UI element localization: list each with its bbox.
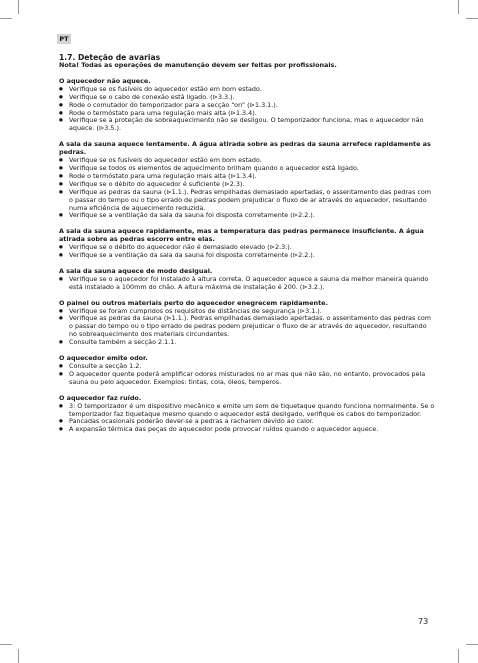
problem-heading: O painel ou outros materiais perto do aquecedor enegrecem rapidamente. bbox=[59, 298, 328, 307]
crop-mark bbox=[458, 0, 459, 14]
problem-heading: O aquecedor faz ruído. bbox=[59, 393, 142, 402]
remedy-item: ● Pancadas ocasionais poderão dever-se a pedras a racharem devido ao calor. bbox=[59, 418, 435, 426]
crop-mark bbox=[0, 18, 12, 19]
crop-mark bbox=[466, 18, 478, 19]
remedy-item: ● Verifique se foram cumpridos os requisitos de distâncias de segurança (⊳3.1.). bbox=[59, 308, 435, 316]
remedy-item: ● Rode o comutador do temporizador para a secção “on” (⊳1.3.1.). bbox=[59, 102, 435, 110]
remedy-list bbox=[59, 363, 435, 387]
problem-heading: A sala da sauna aquece de modo desigual. bbox=[59, 266, 213, 275]
problem-heading: O aquecedor não aquece. bbox=[59, 76, 151, 85]
crop-mark bbox=[466, 644, 478, 645]
page-number: 73 bbox=[418, 617, 429, 626]
problem-heading: O aquecedor emite odor. bbox=[59, 354, 148, 363]
remedy-item: ● Verifique se o cabo de conexão está ligado. (⊳3.3.). bbox=[59, 94, 435, 102]
troubleshooting-sections bbox=[59, 78, 435, 434]
remedy-list bbox=[59, 403, 435, 435]
remedy-item: ● Verifique se a proteção de sobreaquecimento não se desligou. O temporizador funciona, mas o aquecedor não aquece. (⊳3.5.). bbox=[59, 117, 435, 133]
crop-mark bbox=[458, 649, 459, 663]
remedy-item: ● O aquecedor quente poderá amplificar odores misturados no ar mas que não são, no entanto, provocados pela sauna ou pelo aquecedor. Exemplos: tintas, cola, óleos, temperos. bbox=[59, 371, 435, 387]
crop-mark bbox=[18, 0, 19, 14]
troubleshooting-section bbox=[59, 395, 435, 435]
remedy-item: ● 3: O temporizador é um dispositivo mecânico e emite um som de tiquetaque quando funciona normalmente. Se o temporizador faz tiquetaque mesmo quando o aquecedor está desligado, verifique os cabos do temporizador. bbox=[59, 403, 435, 419]
remedy-list bbox=[59, 308, 435, 348]
remedy-item: ● Verifique as pedras da sauna (⊳1.1.). Pedras empilhadas demasiado apertadas, o assentamento das pedras com o passar do tempo ou o tipo errado de pedras podem prejudicar o fluxo de ar através do aquecedor, resultando no sobreaquecimento dos materiais circundantes. bbox=[59, 315, 435, 339]
remedy-item: ● Verifique as pedras da sauna (⊳1.1.). Pedras empilhadas demasiado apertadas, o assentamento das pedras com o passar do tempo ou o tipo errado de pedras podem prejudicar o fluxo de ar através do aquecedor, resultando numa eficiência de aquecimento reduzida. bbox=[59, 189, 435, 213]
remedy-item: ● Consulte a secção 1.2. bbox=[59, 363, 435, 371]
problem-heading: A sala da sauna aquece rapidamente, mas a temperatura das pedras permanece insuficiente. A água atirada sobre as pedras escorre entre elas. bbox=[59, 227, 424, 244]
remedy-list bbox=[59, 86, 435, 133]
maintenance-note: Nota! Todas as operações de manutenção devem ser feitas por profissionais. bbox=[59, 61, 337, 69]
remedy-list bbox=[59, 244, 435, 260]
remedy-item: ● Verifique se o aquecedor foi instalado à altura correta. O aquecedor aquece a sauna da melhor maneira quando está instalado a 100mm do chão. A altura máxima de instalação é 200. (⊳3.2.). bbox=[59, 276, 435, 292]
document-body bbox=[59, 53, 435, 442]
remedy-item: ● Rode o termóstato para uma regulação mais alta (⊳1.3.4). bbox=[59, 110, 435, 118]
troubleshooting-section bbox=[59, 300, 435, 347]
remedy-item: ● A expansão térmica das peças do aquecedor pode provocar ruídos quando o aquecedor aquece. bbox=[59, 426, 435, 434]
remedy-list bbox=[59, 157, 435, 220]
remedy-item: ● Verifique se a ventilação da sala da sauna foi disposta corretamente (⊳2.2.). bbox=[59, 212, 435, 220]
remedy-item: ● Consulte também a secção 2.1.1. bbox=[59, 339, 435, 347]
troubleshooting-section bbox=[59, 141, 435, 220]
remedy-item: ● Verifique se todos os elementos de aquecimento brilham quando o aquecedor está ligado. bbox=[59, 165, 435, 173]
remedy-item: ● Verifique se o débito do aquecedor é suficiente (⊳2.3). bbox=[59, 181, 435, 189]
section-title: 1.7. Deteção de avarias bbox=[59, 53, 161, 62]
remedy-item: ● Verifique se o débito do aquecedor não é demasiado elevado (⊳2.3.). bbox=[59, 244, 435, 252]
troubleshooting-section bbox=[59, 228, 435, 260]
remedy-list bbox=[59, 276, 435, 292]
remedy-item: ● Verifique se os fusíveis do aquecedor estão em bom estado. bbox=[59, 86, 435, 94]
language-badge: PT bbox=[57, 34, 71, 44]
remedy-item: ● Verifique se os fusíveis do aquecedor estão em bom estado. bbox=[59, 157, 435, 165]
problem-heading: A sala da sauna aquece lentamente. A água atirada sobre as pedras da sauna arrefece rapidamente as pedras. bbox=[59, 140, 431, 157]
troubleshooting-section bbox=[59, 268, 435, 292]
remedy-item: ● Verifique se a ventilação da sala da sauna foi disposta corretamente (⊳2.2.). bbox=[59, 252, 435, 260]
remedy-item: ● Rode o termóstato para uma regulação mais alta (⊳1.3.4). bbox=[59, 173, 435, 181]
crop-mark bbox=[18, 649, 19, 663]
crop-mark bbox=[0, 644, 12, 645]
troubleshooting-section bbox=[59, 78, 435, 133]
troubleshooting-section bbox=[59, 355, 435, 387]
